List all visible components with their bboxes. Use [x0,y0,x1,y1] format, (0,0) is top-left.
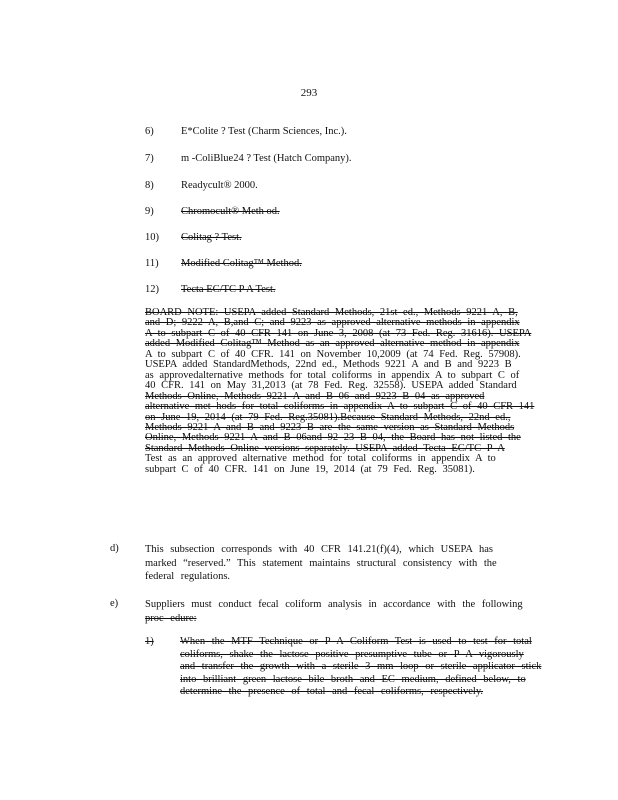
subsection-d-body [145,543,540,584]
board-note-line: A to subpart C of 40 CFR. 141 on November 10,2009 (at 74 Fed. Reg. 57908). [145,348,521,360]
board-note-line: on June 19, 2014 (at 79 Fed. Reg.35081).Because Standard Methods, 22nd ed., [145,411,511,423]
list-item-number: 6) [145,126,154,137]
subsection-d-line: This subsection corresponds with 40 CFR 141.21(f)(4), which USEPA has [145,544,493,555]
board-note-line: 40 CFR. 141 on May 31,2013 (at 78 Fed. Reg. 32558). USEPA added Standard [145,380,517,392]
subsection-d-line: federal regulations. [145,571,231,582]
paragraph-1-line: coliforms, shake the lactose positive presumptive tube or P A vigorously [180,648,524,660]
paragraph-1-number: 1) [145,636,154,647]
list-item-number: 10) [145,232,159,243]
list-item-text: Tecta EC/TC P A Test. [181,284,276,295]
board-note-line: BOARD NOTE: USEPA added Standard Methods, 21st ed., Methods 9221 A, B, [145,307,518,318]
board-note-line: added Modified Colitag™ Method as an approved alternative method in appendix [145,338,520,350]
board-note-line: Methods Online, Methods 9221 A and B 06 and 9223 B 04 as approved [145,390,485,402]
list-item-number: 8) [145,180,154,191]
list-item-6 [145,126,347,137]
subsection-e-label: e) [110,598,119,609]
board-note-line: Methods 9221 A and B and 9223 B are the same version as Standard Methods [145,421,515,433]
paragraph-1-line: and transfer the growth with a sterile 3 mm loop or sterile applicator stick [180,661,542,673]
board-note [145,308,540,475]
subsection-e-line-deleted: proc edure: [145,612,197,624]
page-number: 293 [300,87,318,99]
board-note-line: alternative met hods for total coliforms in appendix A to subpart C of 40 CFR 141 [145,401,535,413]
list-item-number: 11) [145,258,159,269]
list-item-number: 12) [145,284,159,295]
board-note-line: USEPA added StandardMethods, 22nd ed., Methods 9221 A and B and 9223 B [145,359,512,371]
list-item-9-deleted [145,206,280,217]
board-note-line: A to subpart C of 40 CFR 141 on June 3, 2008 (at 73 Fed. Reg. 31616). USEPA [145,327,532,339]
board-note-line: and D; 9222 A, B,and C; and 9223 as approved alternative methods in appendix [145,317,520,329]
paragraph-1-deleted [180,636,540,699]
list-item-text: m -ColiBlue24 ? Test (Hatch Company). [181,153,352,164]
board-note-line: subpart C of 40 CFR. 141 on June 19, 2014 (at 79 Fed. Reg. 35081). [145,463,475,475]
subsection-d-line: marked “reserved.” This statement maintains structural consistency with the [145,557,497,569]
subsection-d-label: d) [110,543,119,554]
paragraph-1-line: into brilliant green lactose bile broth and EC medium, defined below, to [180,673,526,685]
list-item-text: Chromocult® Meth od. [181,206,280,217]
list-item-text: Colitag ? Test. [181,232,242,243]
list-item-10-deleted [145,232,242,243]
list-item-number: 7) [145,153,154,164]
board-note-line: Standard Methods Online versions separately. USEPA added Tecta EC/TC P A [145,442,505,454]
board-note-line: Online, Methods 9221 A and B 06and 92 23 B 04, the Board has not listed the [145,432,521,444]
list-item-7 [145,153,352,164]
subsection-e-body [145,598,540,625]
list-item-text: E*Colite ? Test (Charm Sciences, Inc.). [181,126,347,137]
subsection-e-line: Suppliers must conduct fecal coliform analysis in accordance with the following [145,599,523,610]
paragraph-1-line: determine the presence of total and fecal coliforms, respectively. [180,686,484,698]
board-note-line: Test as an approved alternative method for total coliforms in appendix A to [145,453,496,465]
list-item-text: Readycult® 2000. [181,180,258,191]
list-item-12-deleted [145,284,276,295]
list-item-11-deleted [145,258,302,269]
list-item-text: Modified Colitag™ Method. [181,258,302,269]
board-note-line: as approvedalternative methods for total coliforms in appendix A to subpart C of [145,369,520,381]
paragraph-1-line: When the MTF Technique or P A Coliform Test is used to test for total [180,636,532,647]
list-item-8 [145,180,258,191]
list-item-number: 9) [145,206,154,217]
